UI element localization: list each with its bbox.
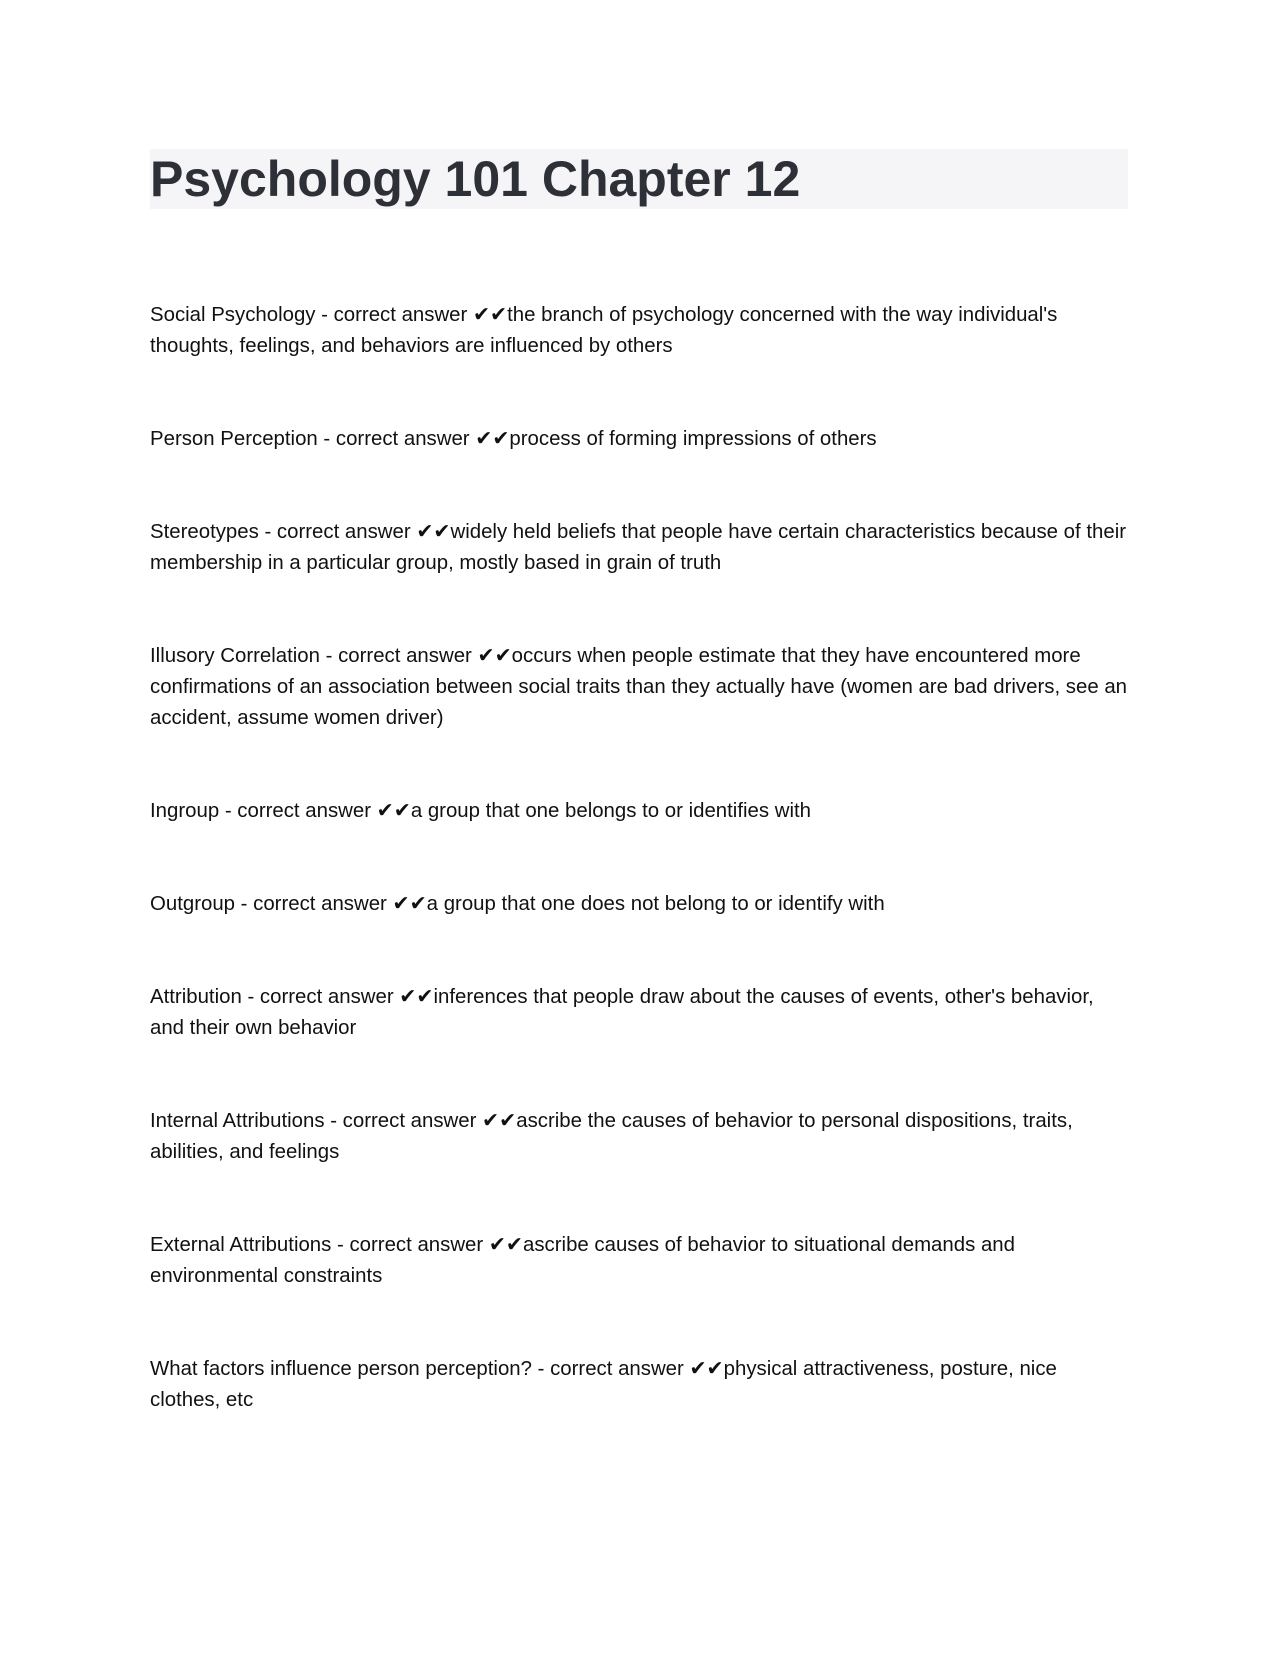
list-item: What factors influence person perception? - correct answer ✔✔physical attractiveness, posture, nice clothes, etc xyxy=(150,1358,1057,1411)
entry-list xyxy=(150,300,1130,1478)
list-item: Illusory Correlation - correct answer ✔✔occurs when people estimate that they have encountered more confirmations of an association between social traits than they actually have (women are bad drivers, see an accident, assume women driver) xyxy=(150,645,1128,729)
list-item: Internal Attributions - correct answer ✔✔ascribe the causes of behavior to personal dispositions, traits, abilities, and feelings xyxy=(150,1110,1073,1163)
list-item: External Attributions - correct answer ✔✔ascribe causes of behavior to situational demands and environmental constraints xyxy=(150,1234,1015,1287)
list-item: Attribution - correct answer ✔✔inferences that people draw about the causes of events, other's behavior, and their own behavior xyxy=(150,986,1094,1039)
list-item: Person Perception - correct answer ✔✔process of forming impressions of others xyxy=(150,428,877,450)
list-item: Outgroup - correct answer ✔✔a group that one does not belong to or identify with xyxy=(150,893,885,915)
list-item: Ingroup - correct answer ✔✔a group that one belongs to or identifies with xyxy=(150,800,811,822)
list-item: Stereotypes - correct answer ✔✔widely held beliefs that people have certain characteristics because of their membership in a particular group, mostly based in grain of truth xyxy=(150,521,1127,574)
list-item: Social Psychology - correct answer ✔✔the branch of psychology concerned with the way individual's thoughts, feelings, and behaviors are influenced by others xyxy=(150,304,1058,357)
document-title: Psychology 101 Chapter 12 xyxy=(150,151,801,207)
